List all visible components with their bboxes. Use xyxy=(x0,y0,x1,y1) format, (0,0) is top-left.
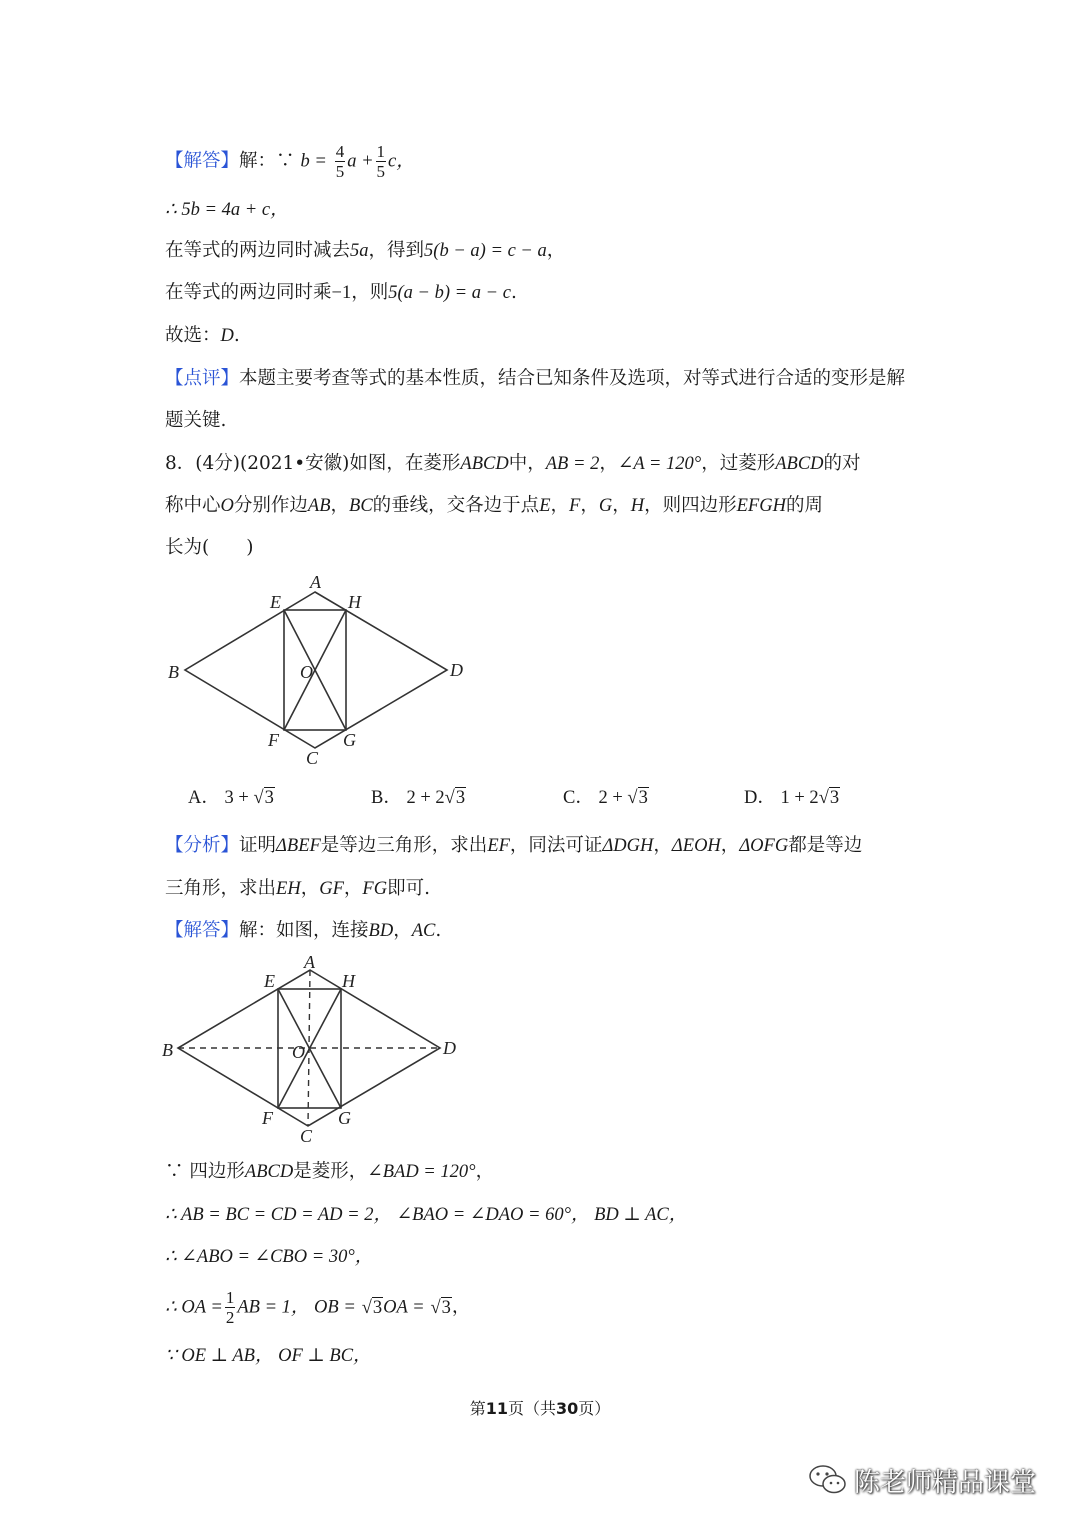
rhombus-figure-with-diagonals xyxy=(150,950,470,1154)
text: 在等式的两边同时乘 xyxy=(165,282,332,303)
math: F xyxy=(569,496,581,516)
math: ∠BAD = 120° xyxy=(367,1162,476,1182)
option-b xyxy=(371,785,466,811)
text: ， xyxy=(300,878,320,899)
comment-tag: 【点评】 xyxy=(165,368,240,389)
text: 8．(4分)(2021•安徽)如图，在菱形 xyxy=(165,453,461,474)
watermark-text: 陈老师精品课堂 xyxy=(854,1467,1037,1498)
sqrt: √3 xyxy=(430,1297,451,1318)
question8-line2 xyxy=(165,493,823,519)
text: 即可. xyxy=(387,878,430,899)
rhombus-diagram xyxy=(160,570,480,770)
fraction-1-2 xyxy=(225,1288,236,1327)
dashed-ac xyxy=(308,970,310,1126)
label-f: F xyxy=(268,730,279,750)
label-c: C xyxy=(306,748,319,768)
option-letter: C． xyxy=(563,788,594,808)
text: ，则四边形 xyxy=(644,495,737,516)
text: 证明 xyxy=(239,835,277,856)
math: 5a xyxy=(350,241,369,261)
label-g: G xyxy=(338,1108,351,1128)
text: 的垂线，交各边于点 xyxy=(372,495,540,516)
option-a xyxy=(188,785,275,811)
text: 是菱形， xyxy=(293,1161,368,1182)
radicand: 3 xyxy=(455,788,466,808)
text: 解：如图，连接 xyxy=(239,920,369,941)
label-b: B xyxy=(168,662,179,682)
text: ， xyxy=(451,1296,471,1318)
comment7-line2: 题关键. xyxy=(165,410,227,431)
label-e: E xyxy=(270,592,281,612)
text: ， xyxy=(720,835,740,856)
text: ，则 xyxy=(351,282,389,303)
label-o: O xyxy=(292,1042,305,1062)
label-d: D xyxy=(450,660,463,680)
text: 中， xyxy=(508,453,546,474)
text: ， xyxy=(612,495,631,516)
option-expr: 2 + xyxy=(598,788,628,808)
math: ΔBEF xyxy=(276,836,321,856)
step3: ∴ ∠ABO = ∠CBO = 30°， xyxy=(165,1247,374,1267)
sqrt: √3 xyxy=(627,788,648,808)
analysis-tag: 【分析】 xyxy=(165,835,240,856)
text: 本题主要考查等式的基本性质，结合已知条件及选项，对等式进行合适的变形是解 xyxy=(239,368,906,389)
option-c xyxy=(563,785,649,811)
math: c， xyxy=(388,151,415,172)
label-a: A xyxy=(310,572,321,592)
text: ， xyxy=(580,495,599,516)
fraction-4-5 xyxy=(335,142,346,181)
math: G xyxy=(598,496,613,516)
math: a + xyxy=(347,151,374,172)
sqrt: √3 xyxy=(253,788,274,808)
text: . xyxy=(435,920,442,941)
text: 第 xyxy=(469,1399,486,1418)
answer-tag: 【解答】 xyxy=(165,920,240,941)
rhombus-abcd xyxy=(185,592,447,748)
label-a: A xyxy=(304,952,315,972)
numerator: 1 xyxy=(225,1288,235,1307)
question8-line3: 长为( ) xyxy=(165,537,254,558)
math: ΔDGH xyxy=(602,836,654,856)
option-expr: 1 + 2 xyxy=(780,788,819,808)
text: 三角形，求出 xyxy=(165,878,277,899)
radicand: 3 xyxy=(638,788,648,808)
math: E xyxy=(539,496,551,516)
text: 页） xyxy=(578,1399,611,1418)
math: EF xyxy=(487,836,510,856)
answer8-line1 xyxy=(165,918,441,944)
math: ABCD xyxy=(775,454,824,474)
text: ， xyxy=(599,453,618,474)
option-letter: B． xyxy=(371,788,402,808)
text: 在等式的两边同时减去 xyxy=(165,240,351,261)
text: 的对 xyxy=(823,453,861,474)
text: 称中心 xyxy=(165,495,221,516)
text: . xyxy=(233,325,240,346)
math: ABCD xyxy=(244,1162,294,1182)
step5: ∵ OE ⊥ AB， OF ⊥ BC， xyxy=(165,1346,372,1366)
math: AB = 1， OB = xyxy=(237,1297,356,1318)
text: 是等边三角形，求出 xyxy=(320,835,488,856)
math: BD xyxy=(368,921,394,941)
answer7-line4 xyxy=(165,280,517,306)
radicand: 3 xyxy=(829,788,840,808)
math: −1 xyxy=(331,283,352,303)
label-g: G xyxy=(343,730,356,750)
label-d: D xyxy=(443,1038,456,1058)
question8-line1 xyxy=(165,451,861,477)
label-o: O xyxy=(300,662,313,682)
math: GF xyxy=(319,879,344,899)
denominator: 2 xyxy=(225,1308,235,1327)
math: H xyxy=(630,496,645,516)
math: EH xyxy=(276,879,301,899)
math: O xyxy=(220,496,234,516)
text: ， xyxy=(550,495,570,516)
answer7-line2: ∴ 5b = 4a + c， xyxy=(165,200,289,220)
label-f: F xyxy=(262,1108,273,1128)
step2: ∴ AB = BC = CD = AD = 2， ∠BAO = ∠DAO = 60°， BD ⊥ AC， xyxy=(165,1205,688,1225)
math: ∴ OA = xyxy=(165,1297,223,1318)
option-letter: A． xyxy=(188,788,220,808)
page-footer xyxy=(0,1396,1080,1419)
sqrt: √3 xyxy=(361,1297,383,1318)
option-d xyxy=(744,785,840,811)
label-h: H xyxy=(348,592,361,612)
text: ， xyxy=(653,835,672,856)
math: OA = xyxy=(383,1297,425,1318)
watermark xyxy=(808,1458,1036,1502)
text: ，得到 xyxy=(368,240,425,261)
text: ∵ 四边形 xyxy=(165,1161,245,1182)
text: 的周 xyxy=(785,495,823,516)
text: ， xyxy=(330,495,350,516)
answer7-choice xyxy=(165,323,240,349)
text: . xyxy=(510,282,517,303)
step1 xyxy=(165,1159,494,1185)
page-number: 11 xyxy=(485,1399,508,1418)
math: b = xyxy=(300,151,327,172)
comment7-line1 xyxy=(165,366,905,392)
fraction-1-5 xyxy=(376,142,387,181)
radicand: 3 xyxy=(372,1297,383,1318)
math: ΔOFG xyxy=(739,836,789,856)
text: 分别作边 xyxy=(233,495,308,516)
option-expr: 3 + xyxy=(224,788,254,808)
label-h: H xyxy=(342,971,355,991)
math: FG xyxy=(362,879,388,899)
text: ， xyxy=(546,240,566,261)
radicand: 3 xyxy=(441,1297,451,1318)
analysis8-line2 xyxy=(165,876,430,902)
math: ∠A = 120° xyxy=(617,454,702,474)
text: ， xyxy=(393,920,412,941)
label-e: E xyxy=(264,971,275,991)
math: 5(a − b) = a − c xyxy=(388,283,511,303)
denominator: 5 xyxy=(376,162,386,181)
sqrt: √3 xyxy=(444,788,466,808)
math: BC xyxy=(349,496,373,516)
rhombus-figure xyxy=(160,570,480,774)
math: ABCD xyxy=(460,454,509,474)
option-expr: 2 + 2 xyxy=(406,788,445,808)
math: D xyxy=(220,326,234,346)
numerator: 4 xyxy=(335,142,345,161)
math: ΔEOH xyxy=(671,836,721,856)
text: ，过菱形 xyxy=(701,453,776,474)
denominator: 5 xyxy=(335,162,345,181)
text: ，同法可证 xyxy=(509,835,603,856)
answer7-line1 xyxy=(165,142,415,181)
total-pages: 30 xyxy=(556,1399,579,1418)
text: 解： xyxy=(239,150,277,172)
answer-tag: 【解答】 xyxy=(165,150,240,172)
math: AC xyxy=(411,921,436,941)
math: 5(b − a) = c − a xyxy=(424,241,547,261)
text: ， xyxy=(475,1161,495,1182)
analysis8-line1 xyxy=(165,833,862,859)
answer7-line3 xyxy=(165,238,565,264)
wechat-icon xyxy=(808,1463,848,1497)
math: AB xyxy=(307,496,331,516)
rhombus-diagram-2 xyxy=(150,950,470,1150)
radicand: 3 xyxy=(264,788,274,808)
step4 xyxy=(165,1288,470,1327)
label-b: B xyxy=(162,1040,173,1060)
text: ， xyxy=(343,878,363,899)
text: 都是等边 xyxy=(788,835,863,856)
math: EFGH xyxy=(736,496,786,516)
option-letter: D． xyxy=(744,788,776,808)
sqrt: √3 xyxy=(818,788,840,808)
numerator: 1 xyxy=(376,142,386,161)
text: 故选： xyxy=(165,325,221,346)
because-symbol: ∵ xyxy=(276,150,295,172)
math: AB = 2 xyxy=(545,454,600,474)
label-c: C xyxy=(300,1126,313,1146)
text: 页（共 xyxy=(507,1399,556,1418)
